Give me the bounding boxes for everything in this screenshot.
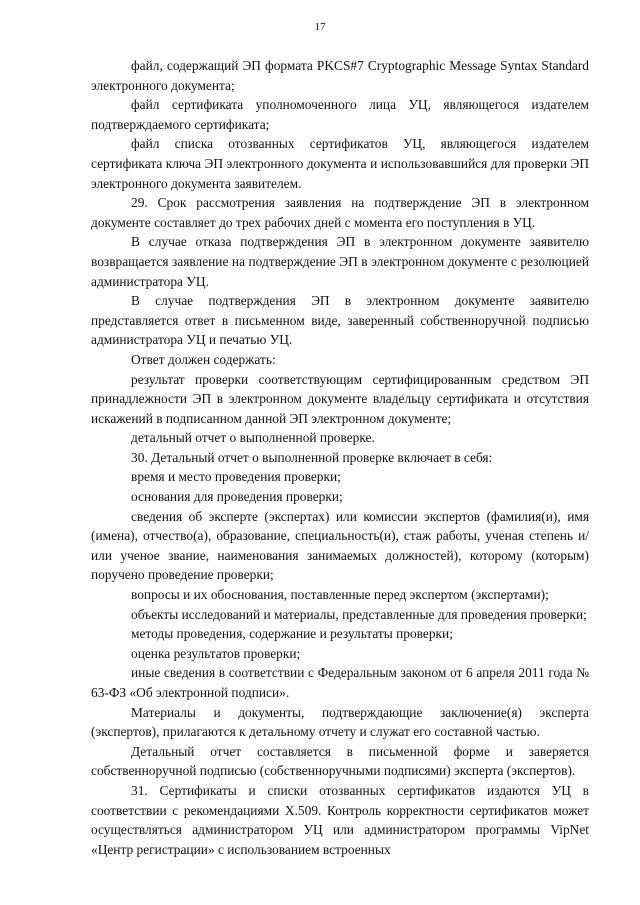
paragraph: иные сведения в соответствии с Федеральным законом от 6 апреля 2011 года № 63-ФЗ «Об электронной подписи». bbox=[91, 665, 589, 700]
paragraph: Материалы и документы, подтверждающие заключение(я) эксперта (экспертов), прилагаются к детальному отчету и служат его составной частью. bbox=[91, 704, 589, 740]
paragraph: файл, содержащий ЭП формата PKCS#7 Cryptographic Message Syntax Standard электронного документа; bbox=[91, 58, 589, 93]
paragraph: вопросы и их обоснования, поставленные перед экспертом (экспертами); bbox=[131, 587, 549, 603]
paragraph: В случае подтверждения ЭП в электронном документе заявителю представляется ответ в письменном виде, заверенный собственноручной подписью администратора УЦ и печатью УЦ. bbox=[91, 293, 589, 348]
paragraph: объекты исследований и материалы, представленные для проведения проверки; bbox=[131, 606, 587, 622]
paragraph: оценка результатов проверки; bbox=[131, 645, 301, 661]
paragraph: файл списка отозванных сертификатов УЦ, являющегося издателем сертификата ключа ЭП электронного документа и использовавшийся для проверки ЭП электронного документа заявителем. bbox=[91, 136, 589, 191]
paragraph: 29. Срок рассмотрения заявления на подтверждение ЭП в электронном документе составляет до трех рабочих дней с момента его поступления в УЦ. bbox=[91, 195, 589, 230]
paragraph: результат проверки соответствующим сертифицированным средством ЭП принадлежности ЭП в электронном документе владельцу сертификата и отсутствия искажений в подписанном данной ЭП электронном документе; bbox=[91, 371, 589, 426]
paragraph: детальный отчет о выполненной проверке. bbox=[131, 430, 375, 446]
paragraph: 30. Детальный отчет о выполненной проверке включает в себя: bbox=[131, 449, 493, 465]
paragraph: время и место проведения проверки; bbox=[131, 469, 341, 485]
paragraph: основания для проведения проверки; bbox=[131, 489, 343, 505]
paragraph: Ответ должен содержать: bbox=[131, 351, 276, 367]
paragraph: методы проведения, содержание и результаты проверки; bbox=[131, 626, 453, 642]
paragraph: 31. Сертификаты и списки отозванных сертификатов издаются УЦ в соответствии с рекомендациями X.509. Контроль корректности сертификатов может осуществляться администратором УЦ или администратором программы VipNet «Центр регистрации» с использованием встроенных bbox=[91, 782, 589, 857]
paragraph: сведения об эксперте (экспертах) или комиссии экспертов (фамилия(и), имя (имена), отчество(а), образование, специальность(и), стаж работы, ученая степень и/или ученое звание, наименования занимаемых должностей), которому (которым) поручено проведение проверки; bbox=[91, 508, 589, 583]
paragraph: В случае отказа подтверждения ЭП в электронном документе заявителю возвращается заявление на подтверждение ЭП в электронном документе с резолюцией администратора УЦ. bbox=[91, 234, 589, 289]
paragraph: файл сертификата уполномоченного лица УЦ, являющегося издателем подтверждаемого сертификата; bbox=[91, 97, 589, 132]
paragraph: Детальный отчет составляется в письменной форме и заверяется собственноручной подписью (собственноручными подписями) эксперта (экспертов). bbox=[91, 743, 589, 779]
document-body bbox=[91, 56, 589, 859]
page-number: 17 bbox=[314, 21, 326, 33]
